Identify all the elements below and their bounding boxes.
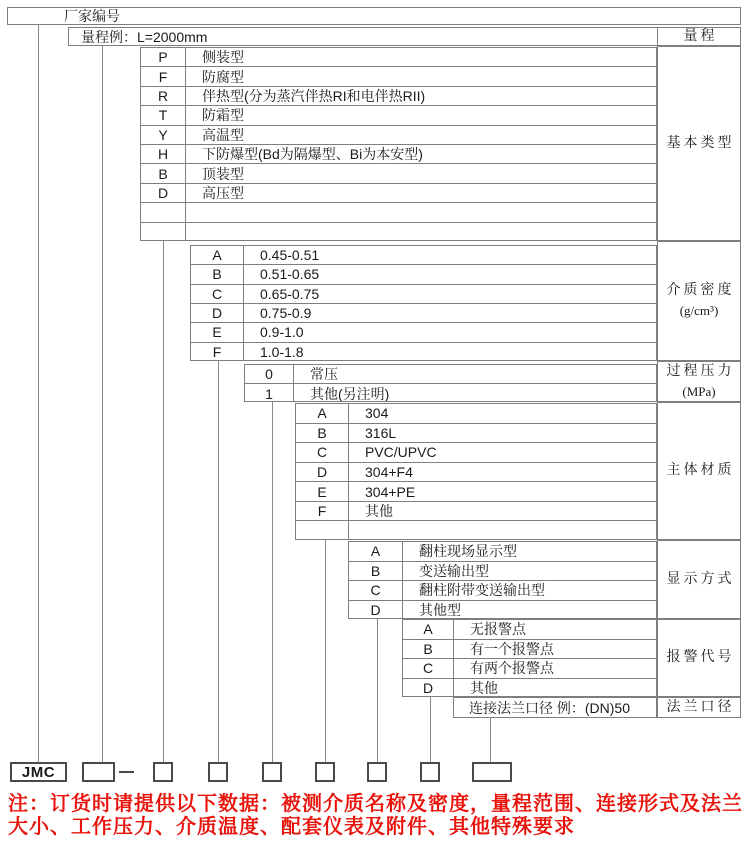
code-box-range [82, 762, 115, 782]
model-prefix-box: JMC [10, 762, 67, 782]
pressure-table [244, 364, 657, 402]
table-row: E 304+PE [296, 482, 656, 502]
code-box-material [315, 762, 335, 782]
table-row: A 304 [296, 404, 656, 424]
table-row: P 侧装型 [141, 48, 656, 67]
connector-line-manufacturer [38, 24, 39, 762]
side-label-alarm-code: 报警代号 [657, 619, 741, 697]
manufacturer-number-label: 厂家编号 [64, 8, 120, 24]
table-row: C PVC/UPVC [296, 443, 656, 463]
code-box-display-mode [367, 762, 387, 782]
table-row: 0 常压 [245, 365, 656, 384]
range-example-label: 量程例：L=2000mm [81, 28, 208, 45]
table-row-empty [141, 203, 656, 222]
side-label-pressure: 过程压力 (MPa) [657, 361, 741, 402]
table-row: R 伴热型(分为蒸汽伴热RI和电伴热RII) [141, 87, 656, 106]
ordering-note-line2: 大小、工作压力、介质温度、配套仪表及附件、其他特殊要求 [8, 815, 575, 838]
flange-size-text: 连接法兰口径 例：(DN)50 [469, 699, 631, 716]
side-label-density: 介质密度 (g/cm³) [657, 241, 741, 361]
flange-size-row [453, 697, 657, 718]
code-box-basic-type [153, 762, 173, 782]
table-row-empty [296, 521, 656, 540]
table-row: A 0.45-0.51 [191, 246, 656, 265]
connector-line-alarm-code [430, 697, 431, 762]
side-label-display-mode: 显示方式 [657, 540, 741, 619]
connector-line-display-mode [377, 619, 378, 762]
table-row: D 304+F4 [296, 463, 656, 483]
table-row: D 0.75-0.9 [191, 304, 656, 323]
table-row: D 高压型 [141, 184, 656, 203]
table-row: F 防腐型 [141, 67, 656, 86]
table-row: F 其他 [296, 502, 656, 522]
table-row: E 0.9-1.0 [191, 323, 656, 342]
alarm-code-table [402, 619, 657, 697]
connector-line-flange-size [490, 717, 491, 762]
table-row: B 0.51-0.65 [191, 265, 656, 284]
table-row: F 1.0-1.8 [191, 343, 656, 361]
side-label-flange-size: 法兰口径 [657, 697, 741, 718]
table-row: T 防霜型 [141, 106, 656, 125]
table-row: A 翻柱现场显示型 [349, 542, 656, 562]
code-box-alarm-code [420, 762, 440, 782]
basic-type-table [140, 47, 657, 241]
table-row: B 变送输出型 [349, 562, 656, 582]
connector-line-material [325, 540, 326, 762]
table-row: D 其他型 [349, 601, 656, 620]
table-row-empty [141, 223, 656, 241]
connector-line-density [218, 361, 219, 762]
table-row: D 其他 [403, 679, 656, 698]
table-row: B 316L [296, 424, 656, 444]
connector-line-pressure [272, 402, 273, 762]
table-row: C 0.65-0.75 [191, 285, 656, 304]
code-box-density [208, 762, 228, 782]
manufacturer-number-row [7, 7, 741, 25]
table-row: H 下防爆型(Bd为隔爆型、Bi为本安型) [141, 145, 656, 164]
table-row: C 翻柱附带变送输出型 [349, 581, 656, 601]
ordering-note-line1: 注：订货时请提供以下数据：被测介质名称及密度，量程范围、连接形式及法兰 [8, 793, 743, 815]
material-table [295, 403, 657, 540]
range-example-row [68, 27, 741, 46]
table-row: C 有两个报警点 [403, 659, 656, 679]
table-row: B 顶装型 [141, 164, 656, 183]
table-row: A 无报警点 [403, 620, 656, 640]
code-box-pressure [262, 762, 282, 782]
side-label-material: 主体材质 [657, 402, 741, 540]
connector-line-basic-type [163, 241, 164, 762]
connector-line-range [102, 46, 103, 762]
dash-separator [119, 771, 134, 773]
side-label-range: 量程 [657, 27, 741, 46]
side-label-basic-type: 基本类型 [657, 46, 741, 241]
display-mode-table [348, 541, 657, 619]
table-row: Y 高温型 [141, 126, 656, 145]
table-row: 1 其他(另注明) [245, 384, 656, 402]
code-box-flange-size [472, 762, 512, 782]
density-table [190, 245, 657, 361]
table-row: B 有一个报警点 [403, 640, 656, 660]
ordering-note [8, 793, 750, 838]
